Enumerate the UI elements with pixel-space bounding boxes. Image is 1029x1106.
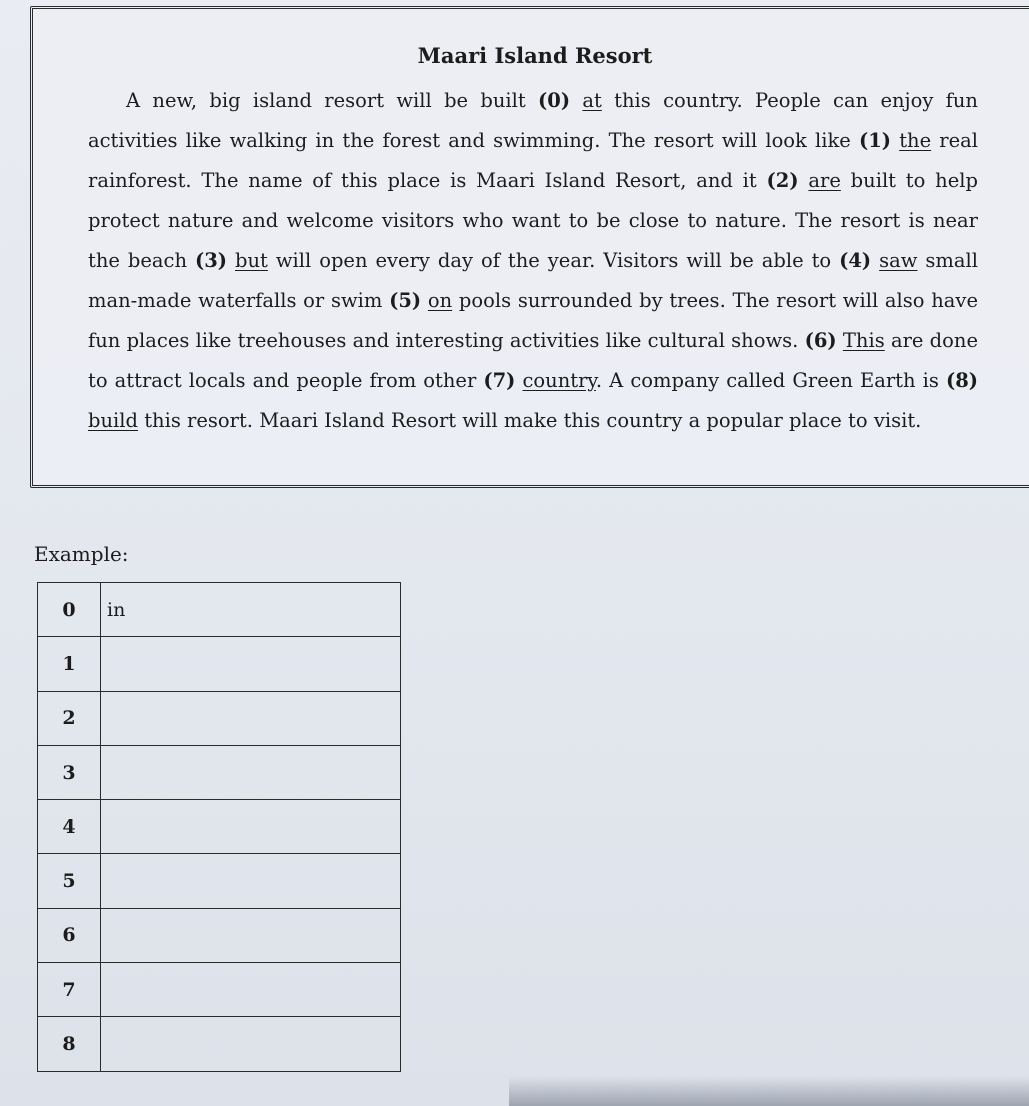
- underlined-word: on: [427, 289, 453, 312]
- answer-cell[interactable]: [101, 908, 401, 962]
- blank-number: (8): [945, 369, 978, 392]
- answer-cell[interactable]: in: [101, 583, 401, 637]
- answer-row: [38, 637, 401, 691]
- blank-number: (5): [389, 289, 422, 312]
- answer-cell[interactable]: [101, 800, 401, 854]
- passage-text: [227, 249, 235, 272]
- passage-paragraph: [88, 89, 978, 432]
- answer-row: [38, 800, 401, 854]
- question-number: 4: [38, 800, 101, 854]
- question-number: 1: [38, 637, 101, 691]
- answer-row: [38, 963, 401, 1017]
- answer-row: [38, 745, 401, 799]
- passage-text: [570, 89, 582, 112]
- passage-text: [891, 129, 899, 152]
- answer-cell[interactable]: [101, 963, 401, 1017]
- blank-number: (0): [538, 89, 571, 112]
- question-number: 2: [38, 691, 101, 745]
- answer-cell[interactable]: [101, 637, 401, 691]
- underlined-word: saw: [879, 249, 918, 272]
- underlined-word: are: [808, 169, 841, 192]
- passage-box: [30, 6, 1029, 488]
- answer-cell[interactable]: [101, 1017, 401, 1071]
- passage-text: built to help protect nature and welcome visitors who want to be close to nature. The resort is near the beach: [88, 169, 978, 272]
- blank-number: (3): [195, 249, 228, 272]
- underlined-word: country: [522, 369, 596, 392]
- underlined-word: the: [899, 129, 932, 152]
- passage-title: Maari Island Resort: [417, 43, 653, 68]
- passage-text: [871, 249, 879, 272]
- passage-text: [421, 289, 428, 312]
- passage-text: A new, big island resort will be built: [126, 89, 539, 112]
- page-shadow: [509, 1076, 1029, 1106]
- question-number: 6: [38, 908, 101, 962]
- passage-text: small man-made waterfalls or swim: [88, 249, 979, 312]
- answer-cell[interactable]: [101, 854, 401, 908]
- question-number: 8: [38, 1017, 101, 1071]
- answer-row: [38, 1017, 401, 1071]
- passage-text: . A company called Green Earth is: [595, 369, 946, 392]
- underlined-word: but: [235, 249, 268, 272]
- underlined-word: build: [88, 409, 138, 432]
- passage-text: this country. People can enjoy fun activities like walking in the forest and swimming. The resort will look like: [88, 89, 978, 152]
- passage-text: are done to attract locals and people from other: [88, 329, 978, 392]
- blank-number: (1): [859, 129, 892, 152]
- passage-text: this resort. Maari Island Resort will make this country a popular place to visit.: [138, 409, 922, 432]
- answer-cell[interactable]: [101, 745, 401, 799]
- blank-number: (2): [766, 169, 799, 192]
- underlined-word: This: [842, 329, 885, 352]
- example-label: Example:: [34, 542, 129, 566]
- passage-text: [515, 369, 522, 392]
- question-number: 5: [38, 854, 101, 908]
- answer-row: [38, 854, 401, 908]
- underlined-word: at: [582, 89, 602, 112]
- passage-body: [88, 81, 978, 441]
- blank-number: (6): [804, 329, 837, 352]
- question-number: 7: [38, 963, 101, 1017]
- blank-number: (7): [483, 369, 516, 392]
- passage-text: will open every day of the year. Visitors will be able to: [267, 249, 840, 272]
- answer-table: [37, 582, 401, 1072]
- question-number: 3: [38, 745, 101, 799]
- answer-cell[interactable]: [101, 691, 401, 745]
- answer-row: [38, 908, 401, 962]
- answer-row: [38, 691, 401, 745]
- passage-text: pools surrounded by trees. The resort will also have fun places like treehouses and interesting activities like cultural shows.: [88, 289, 978, 352]
- answer-row: [38, 583, 401, 637]
- blank-number: (4): [839, 249, 872, 272]
- passage-text: [799, 169, 809, 192]
- passage-text: real rainforest. The name of this place is Maari Island Resort, and it: [88, 129, 978, 192]
- question-number: 0: [38, 583, 101, 637]
